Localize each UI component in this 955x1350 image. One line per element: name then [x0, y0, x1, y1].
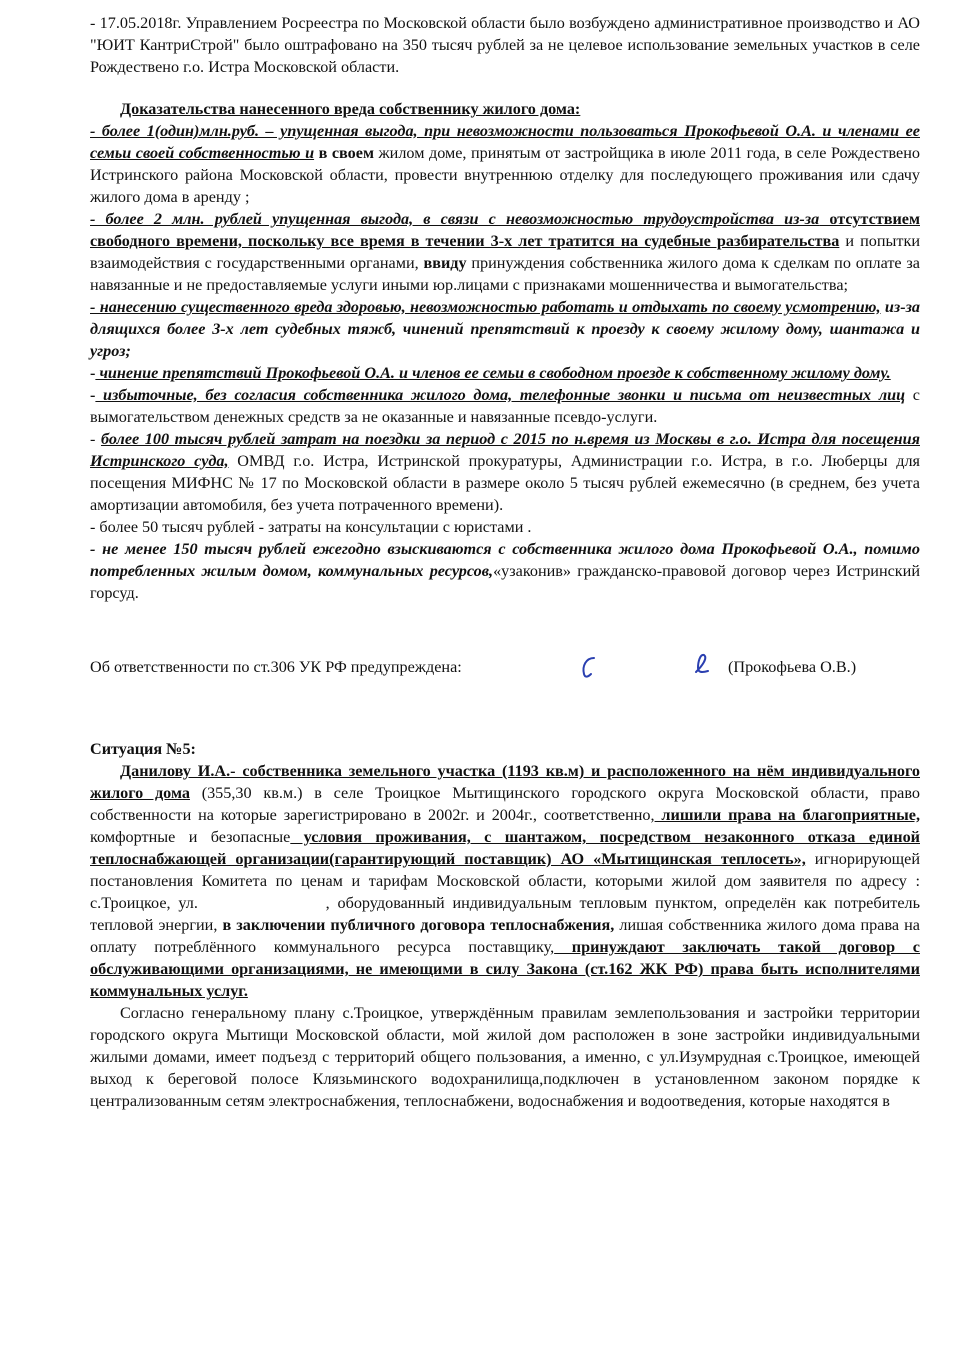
signature-mark-left [578, 652, 602, 682]
signatory-name: (Прокофьева О.В.) [728, 658, 857, 676]
document-page [90, 12, 920, 1112]
evidence-item-8: - не менее 150 тысяч рублей ежегодно взыскиваются с собственника жилого дома Прокофьевой О.А., помимо потребленных жилым домом, коммунальных ресурсов,«узаконив» гражданско-правовой договор через Истринский горсуд. [90, 540, 920, 602]
signature-line [90, 656, 920, 680]
evidence-item-3: - нанесению существенного вреда здоровью, невозможностью работать и отдыхать по своему усмотрению, из-за длящихся более 3-х лет судебных тяжб, чинений препятствий к проезду к своему жилому дому, шантажа и угроз; [90, 298, 920, 360]
situation-paragraph-2: Согласно генеральному плану с.Троицкое, утверждённым правилам землепользования и застройки территории городского округа Мытищи Московской области, мой жилой дом расположен в зоне застройки индивидуальными жилыми домами, имеет подъезд с территорий общего пользования, а именно, с ул.Изумрудная с.Троицкое, имеющей выход к береговой полосе Клязьминского водохранилища,подключен в установленном законом порядке к централизованным сетям электроснабжения, теплоснабжени, водоснабжения и водоотведения, которые находятся в [90, 1004, 920, 1110]
signature-mark-right [690, 652, 714, 682]
evidence-item-1: - более 1(один)млн.руб. – упущенная выгода, при невозможности пользоваться Прокофьевой О.А. и членами ее семьи своей собственностью и в своем жилом доме, принятым от застройщика в июле 2011 года, в селе Рождествено Истринского района Московской области, провести внутреннюю отделку для последующего проживания или сдачу жилого дома в аренду ; [90, 122, 920, 206]
paragraph-rosreestr: - 17.05.2018г. Управлением Росреестра по Московской области было возбуждено административное производство и АО "ЮИТ КантриСтрой" было оштрафовано на 350 тысяч рублей за не целевое использование земельных участков в селе Рождествено г.о. Истра Московской области. [90, 14, 920, 76]
evidence-item-4: - чинение препятствий Прокофьевой О.А. и членов ее семьи в свободном проезде к собственному жилому дому. [90, 364, 891, 382]
liability-warning: Об ответственности по ст.306 УК РФ предупреждена: [90, 658, 462, 676]
evidence-item-6: - более 100 тысяч рублей затрат на поездки за период с 2015 по н.время из Москвы в г.о. Истра для посещения Истринского суда, ОМВД г.о. Истра, Истринской прокуратуры, Администрации г.о. Истра, в г.о. Люберцы для посещения МИФНС № 17 по Московской области в размере около 5 тысяч рублей ежемесячно (в среднем, без учета амортизации автомобиля, без учета потраченного времени). [90, 430, 920, 514]
evidence-heading: Доказательства нанесенного вреда собственнику жилого дома: [120, 100, 581, 118]
evidence-item-2: - более 2 млн. рублей упущенная выгода, в связи с невозможностью трудоустройства из-за отсутствием свободного времени, поскольку все время в течении 3-х лет тратится на судебные разбирательства и попытки взаимодействия с государственными органами, ввиду принуждения собственника жилого дома к сделкам по оплате за навязанные и не предоставляемые услуги иными юр.лицами с признаками мошенничества и вымогательства; [90, 210, 921, 294]
evidence-item-7: - более 50 тысяч рублей - затраты на консультации с юристами . [90, 518, 532, 536]
situation-heading: Ситуация №5: [90, 740, 196, 758]
situation-paragraph-1: Данилову И.А.- собственника земельного участка (1193 кв.м) и расположенного на нём индивидуального жилого дома (355,30 кв.м.) в селе Троицкое Мытищинского городского округа Московской области, право собственности на которые зарегистрировано в 2002г. и 2004г., соответственно, лишили права на благоприятные, комфортные и безопасные условия проживания, с шантажом, посредством незаконного отказа единой теплоснабжающей организации(гарантирующий поставщик) АО «Мытищинская теплосеть», игнорирующей постановления Комитета по ценам и тарифам Московской области, которыми жилой дом заявителя по адресу : с.Троицкое, ул. , оборудованный индивидуальным тепловым пунктом, определён как потребитель тепловой энергии, в заключении публичного договора теплоснабжения, лишая собственника жилого дома права на оплату потреблённого коммунального ресурса поставщику, принуждают заключать такой договор с обслуживающими организациями, не имеющими в силу Закона (ст.162 ЖК РФ) права быть исполнителями коммунальных услуг. [90, 762, 920, 1000]
evidence-item-5: - избыточные, без согласия собственника жилого дома, телефонные звонки и письма от неизвестных лиц с вымогательством денежных средств за не оказанные и навязанные псевдо-услуги. [90, 386, 920, 426]
